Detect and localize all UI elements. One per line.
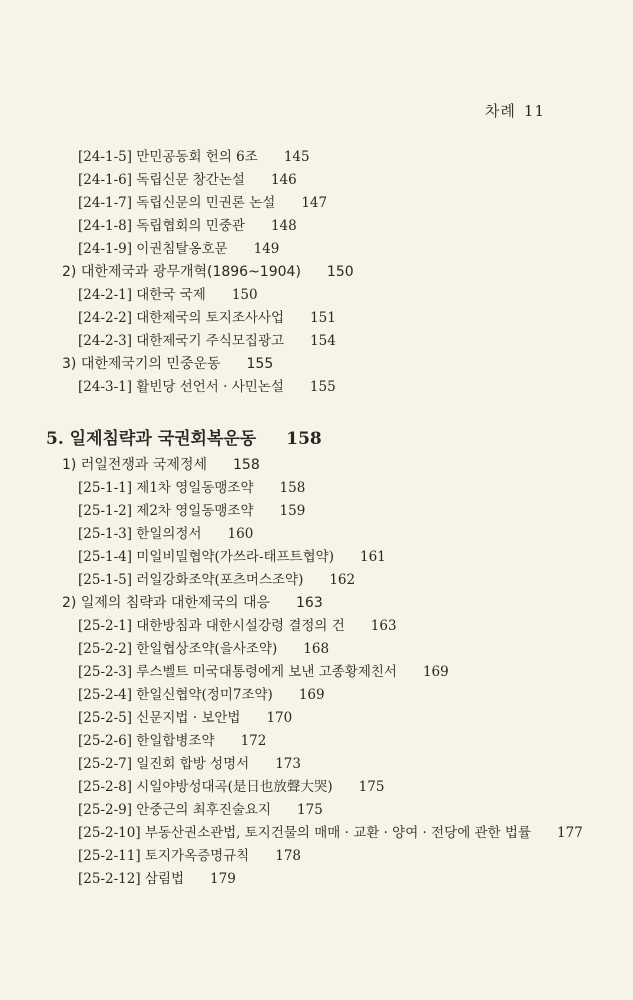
entry-page-number: 177 — [557, 825, 583, 841]
entry-title: 대한제국의 토지조사사업 — [132, 310, 285, 326]
toc-entry — [78, 332, 336, 350]
entry-code: [25-1-1] — [78, 480, 133, 496]
entry-code: [25-2-3] — [78, 664, 133, 680]
toc-entry — [78, 286, 258, 304]
entry-page-number: 151 — [310, 310, 336, 326]
entry-code: [24-2-3] — [78, 333, 133, 349]
entry-title: 신문지법 · 보안법 — [132, 710, 241, 726]
toc-entry — [78, 525, 253, 543]
entry-code: [25-2-8] — [78, 779, 133, 795]
entry-code: [24-2-1] — [78, 287, 133, 303]
entry-code: [25-2-11] — [78, 848, 141, 864]
entry-title: 미일비밀협약(가쓰라-태프트협약) — [132, 549, 334, 565]
toc-entry — [78, 755, 301, 773]
entry-code: [25-2-12] — [78, 871, 141, 887]
entry-title: 제2차 영일동맹조약 — [132, 503, 254, 519]
toc-entry — [78, 571, 355, 589]
toc-entry — [78, 778, 384, 796]
section-heading — [62, 355, 273, 373]
entry-title: 대한제국기 주식모집광고 — [132, 333, 285, 349]
entry-code: [25-1-4] — [78, 549, 133, 565]
entry-title: 러일강화조약(포츠머스조약) — [132, 572, 304, 588]
entry-page-number: 178 — [275, 848, 302, 864]
entry-title: 대한제국기의 민중운동 — [76, 356, 221, 372]
entry-page-number: 150 — [231, 287, 258, 303]
entry-title: 독립신문의 민권론 논설 — [132, 195, 276, 211]
entry-code: [25-2-7] — [78, 756, 133, 772]
entry-title: 만민공동회 헌의 6조 — [132, 149, 258, 165]
toc-entry — [78, 686, 325, 704]
entry-page-number: 149 — [253, 241, 280, 257]
entry-page-number: 155 — [309, 379, 336, 395]
entry-title: 활빈당 선언서 · 사민논설 — [132, 379, 284, 395]
entry-code: [25-2-1] — [78, 618, 133, 634]
entry-page-number: 173 — [275, 756, 301, 772]
entry-title: 부동산권소관법, 토지건물의 매매 · 교환 · 양여 · 전당에 관한 법률 — [140, 825, 532, 841]
entry-code: [24-1-8] — [78, 218, 133, 234]
toc-entry — [78, 171, 297, 189]
entry-title: 안중근의 최후진술요지 — [132, 802, 272, 818]
entry-page-number: 162 — [329, 572, 356, 588]
entry-page-number: 147 — [301, 195, 328, 211]
entry-code: [24-1-6] — [78, 172, 133, 188]
entry-page-number: 158 — [286, 429, 322, 449]
toc-entry — [78, 732, 266, 750]
toc-entry — [78, 640, 329, 658]
entry-page-number: 146 — [270, 172, 297, 188]
entry-code: [25-2-10] — [78, 825, 141, 841]
entry-title: 독립협회의 민중관 — [132, 218, 245, 234]
entry-code: [25-1-5] — [78, 572, 133, 588]
toc-entry — [78, 617, 397, 635]
entry-title: 한일협상조약(을사조약) — [132, 641, 278, 657]
entry-title: 삼림법 — [140, 871, 185, 887]
entry-code: [25-2-5] — [78, 710, 133, 726]
entry-title: 대한제국과 광무개혁(1896~1904) — [76, 264, 301, 280]
toc-entry — [78, 709, 292, 727]
entry-code: [24-3-1] — [78, 379, 133, 395]
toc-entry — [78, 502, 305, 520]
toc-entry — [78, 479, 305, 497]
entry-page-number: 169 — [422, 664, 449, 680]
section-heading — [62, 263, 354, 281]
entry-title: 토지가옥증명규칙 — [140, 848, 250, 864]
entry-code: [24-2-2] — [78, 310, 133, 326]
toc-entry — [78, 870, 236, 888]
toc-entry — [78, 240, 279, 258]
entry-page-number: 169 — [298, 687, 325, 703]
section-heading — [62, 594, 323, 612]
entry-page-number: 145 — [283, 149, 310, 165]
entry-code: 5. — [46, 429, 64, 449]
entry-title: 러일전쟁과 국제정세 — [76, 457, 207, 473]
entry-code: [25-2-2] — [78, 641, 133, 657]
entry-title: 대한방침과 대한시설강령 결정의 건 — [132, 618, 345, 634]
entry-page-number: 158 — [279, 480, 306, 496]
header-title: 차례 — [484, 102, 516, 120]
entry-code: [24-1-5] — [78, 149, 133, 165]
entry-code: 3) — [62, 356, 77, 372]
entry-title: 한일신협약(정미7조약) — [132, 687, 273, 703]
entry-page-number: 163 — [296, 595, 323, 611]
entry-page-number: 175 — [358, 779, 385, 795]
header-page-number: 11 — [523, 102, 545, 120]
entry-page-number: 160 — [227, 526, 254, 542]
entry-title: 이권침탈옹호문 — [132, 241, 228, 257]
toc-entry — [78, 194, 327, 212]
entry-code: [24-1-9] — [78, 241, 133, 257]
entry-page-number: 150 — [326, 264, 354, 280]
entry-page-number: 172 — [240, 733, 267, 749]
entry-code: [25-2-4] — [78, 687, 133, 703]
toc-entry — [78, 663, 449, 681]
entry-title: 시일야방성대곡(是日也放聲大哭) — [132, 779, 333, 795]
entry-page-number: 163 — [370, 618, 397, 634]
entry-page-number: 148 — [270, 218, 297, 234]
toc-entry — [78, 801, 323, 819]
entry-code: 2) — [62, 264, 77, 280]
entry-title: 일제침략과 국권회복운동 — [63, 429, 257, 449]
entry-title: 일진회 합방 성명서 — [132, 756, 250, 772]
entry-page-number: 179 — [210, 871, 236, 887]
entry-page-number: 161 — [359, 549, 386, 565]
toc-entry — [78, 548, 386, 566]
toc-entry — [78, 148, 310, 166]
toc-entry — [78, 847, 301, 865]
entry-title: 루스벨트 미국대통령에게 보낸 고종황제친서 — [132, 664, 397, 680]
toc-entry — [78, 309, 336, 327]
entry-title: 한일의정서 — [132, 526, 202, 542]
entry-page-number: 158 — [233, 457, 260, 473]
entry-title: 대한국 국제 — [132, 287, 206, 303]
entry-title: 일제의 침략과 대한제국의 대응 — [76, 595, 270, 611]
entry-page-number: 159 — [279, 503, 306, 519]
entry-title: 한일합병조약 — [132, 733, 215, 749]
entry-page-number: 155 — [246, 356, 274, 372]
entry-code: 1) — [62, 457, 77, 473]
section-heading — [62, 456, 260, 474]
entry-page-number: 154 — [310, 333, 336, 349]
entry-code: [24-1-7] — [78, 195, 133, 211]
entry-code: 2) — [62, 595, 77, 611]
entry-code: [25-2-9] — [78, 802, 133, 818]
toc-entry — [78, 824, 583, 842]
chapter-heading — [46, 428, 322, 450]
entry-code: [25-1-3] — [78, 526, 133, 542]
toc-entry — [78, 378, 336, 396]
entry-page-number: 175 — [297, 802, 323, 818]
toc-entry — [78, 217, 297, 235]
entry-page-number: 168 — [303, 641, 330, 657]
entry-code: [25-2-6] — [78, 733, 133, 749]
entry-title: 독립신문 창간논설 — [132, 172, 245, 188]
entry-code: [25-1-2] — [78, 503, 133, 519]
entry-title: 제1차 영일동맹조약 — [132, 480, 254, 496]
entry-page-number: 170 — [266, 710, 293, 726]
